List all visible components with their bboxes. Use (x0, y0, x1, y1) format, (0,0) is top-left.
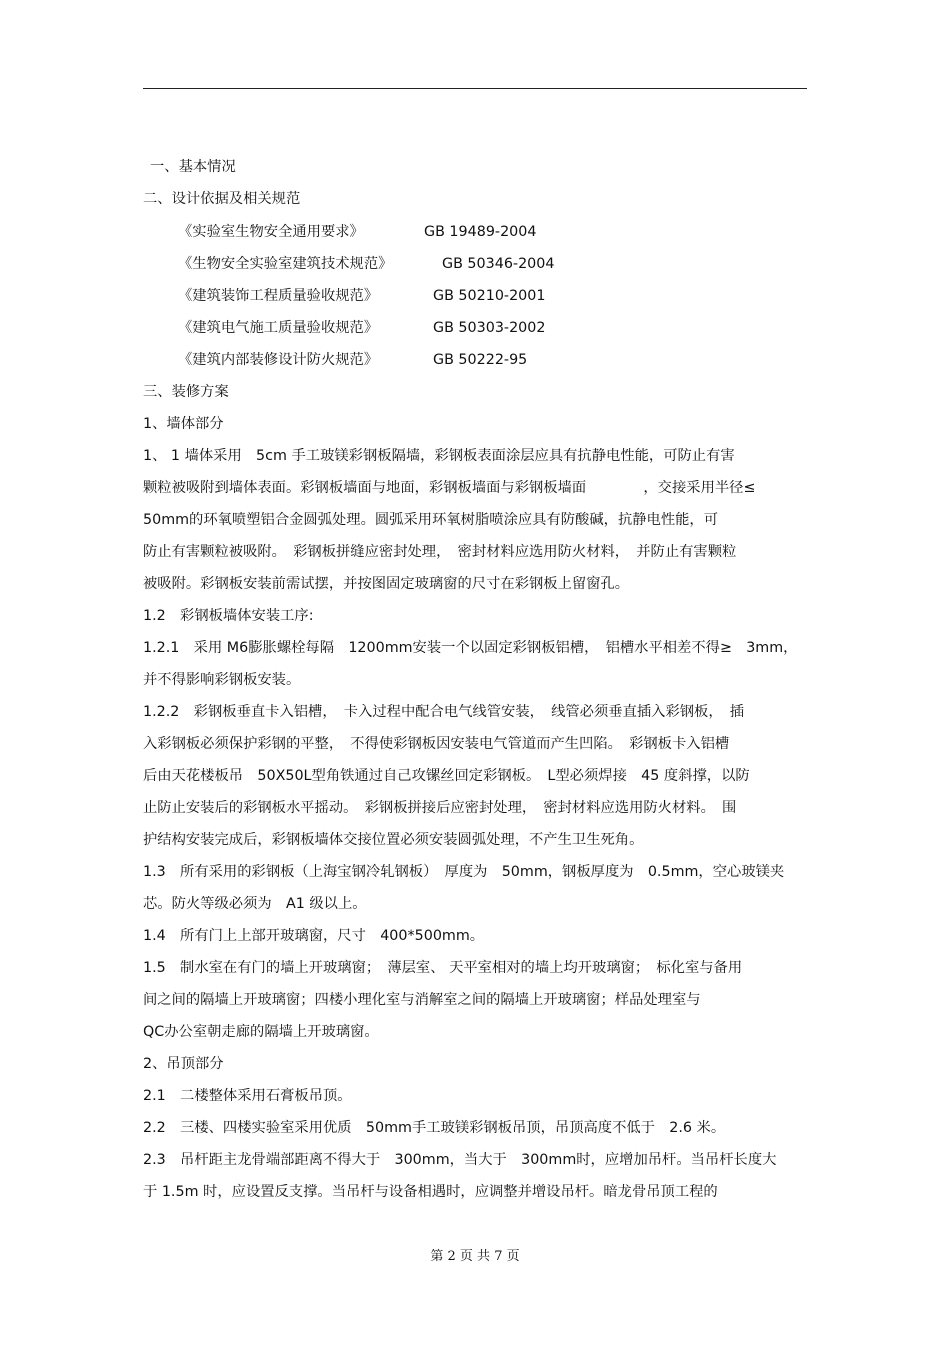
ref-code: GB 50222-95 (433, 352, 528, 368)
paragraph-line: QC办公室朝走廊的隔墙上开玻璃窗。 (143, 1024, 379, 1040)
paragraph-line: 颗粒被吸附到墙体表面。彩钢板墙面与地面，彩钢板墙面与彩钢板墙面 ，交接采用半径≤ (143, 480, 756, 496)
paragraph-line: 后由天花楼板吊 50X50L型角铁通过自己攻镙丝回定彩钢板。 L型必须焊接 45 度斜撑，以防 (143, 768, 750, 784)
paragraph-line: 间之间的隔墙上开玻璃窗；四楼小理化室与消解室之间的隔墙上开玻璃窗；样品处理室与 (143, 992, 701, 1008)
paragraph-line: 1、 1 墙体采用 5cm 手工玻镁彩钢板隔墙，彩钢板表面涂层应具有抗静电性能，可防止有害 (143, 448, 735, 464)
ref-code: GB 50303-2002 (433, 320, 546, 336)
paragraph-line: 并不得影响彩钢板安装。 (143, 672, 301, 688)
ref-code: GB 19489-2004 (424, 224, 537, 240)
paragraph-line: 1.2.2 彩钢板垂直卡入铝槽， 卡入过程中配合电气线管安装， 线管必须垂直插入彩钢板， 插 (143, 704, 745, 720)
paragraph-line: 护结构安装完成后，彩钢板墙体交接位置必须安装圆弧处理，不产生卫生死角。 (143, 832, 644, 848)
paragraph-line: 芯。防火等级必须为 A1 级以上。 (143, 896, 367, 912)
section-heading-basic: 一、基本情况 (150, 159, 236, 175)
ref-code: GB 50210-2001 (433, 288, 546, 304)
paragraph-line: 被吸附。彩钢板安装前需试摆，并按图固定玻璃窗的尺寸在彩钢板上留窗孔。 (143, 576, 630, 592)
paragraph-line: 于 1.5m 时，应设置反支撑。当吊杆与设备相遇时，应调整并增设吊杆。暗龙骨吊顶工程的 (143, 1184, 718, 1200)
paragraph-line: 1.4 所有门上上部开玻璃窗，尺寸 400*500mm。 (143, 928, 485, 944)
section-heading-design-basis: 二、设计依据及相关规范 (143, 191, 301, 207)
header-rule (143, 88, 807, 89)
subsection-heading: 1.2 彩钢板墙体安装工序: (143, 608, 314, 624)
paragraph-line: 防止有害颗粒被吸附。 彩钢板拼缝应密封处理， 密封材料应选用防火材料， 并防止有害颗粒 (143, 544, 737, 560)
ref-title: 《实验室生物安全通用要求》 (178, 224, 364, 240)
paragraph-line: 50mm的环氧喷塑铝合金圆弧处理。圆弧采用环氧树脂喷涂应具有防酸碱，抗静电性能，可 (143, 512, 719, 528)
subsection-heading-wall: 1、墙体部分 (143, 416, 224, 432)
paragraph-line: 1.3 所有采用的彩钢板（上海宝钢冷轧钢板） 厚度为 50mm，钢板厚度为 0.5mm，空心玻镁夹 (143, 864, 785, 880)
section-heading-renovation: 三、装修方案 (143, 384, 229, 400)
paragraph-line: 2.2 三楼、四楼实验室采用优质 50mm手工玻镁彩钢板吊顶，吊顶高度不低于 2.6 米。 (143, 1120, 726, 1136)
ref-title: 《建筑装饰工程质量验收规范》 (178, 288, 379, 304)
ref-title: 《建筑电气施工质量验收规范》 (178, 320, 379, 336)
page-footer: 第 2 页 共 7 页 (430, 1249, 520, 1264)
paragraph-line: 止防止安装后的彩钢板水平摇动。 彩钢板拼接后应密封处理， 密封材料应选用防火材料。 围 (143, 800, 737, 816)
paragraph-line: 2.3 吊杆距主龙骨端部距离不得大于 300mm，当大于 300mm时，应增加吊杆。当吊杆长度大 (143, 1152, 777, 1168)
ref-code: GB 50346-2004 (442, 256, 555, 272)
ref-title: 《生物安全实验室建筑技术规范》 (178, 256, 393, 272)
paragraph-line: 入彩钢板必须保护彩钢的平整， 不得使彩钢板因安装电气管道而产生凹陷。 彩钢板卡入铝槽 (143, 736, 730, 752)
paragraph-line: 1.2.1 采用 M6膨胀螺栓每隔 1200mm安装一个以固定彩钢板铝槽， 铝槽水平相差不得≥ 3mm， (143, 640, 798, 656)
paragraph-line: 2.1 二楼整体采用石膏板吊顶。 (143, 1088, 352, 1104)
paragraph-line: 1.5 制水室在有门的墙上开玻璃窗； 薄层室、 天平室相对的墙上均开玻璃窗； 标化室与备用 (143, 960, 743, 976)
ref-title: 《建筑内部装修设计防火规范》 (178, 352, 379, 368)
subsection-heading-ceiling: 2、吊顶部分 (143, 1056, 224, 1072)
